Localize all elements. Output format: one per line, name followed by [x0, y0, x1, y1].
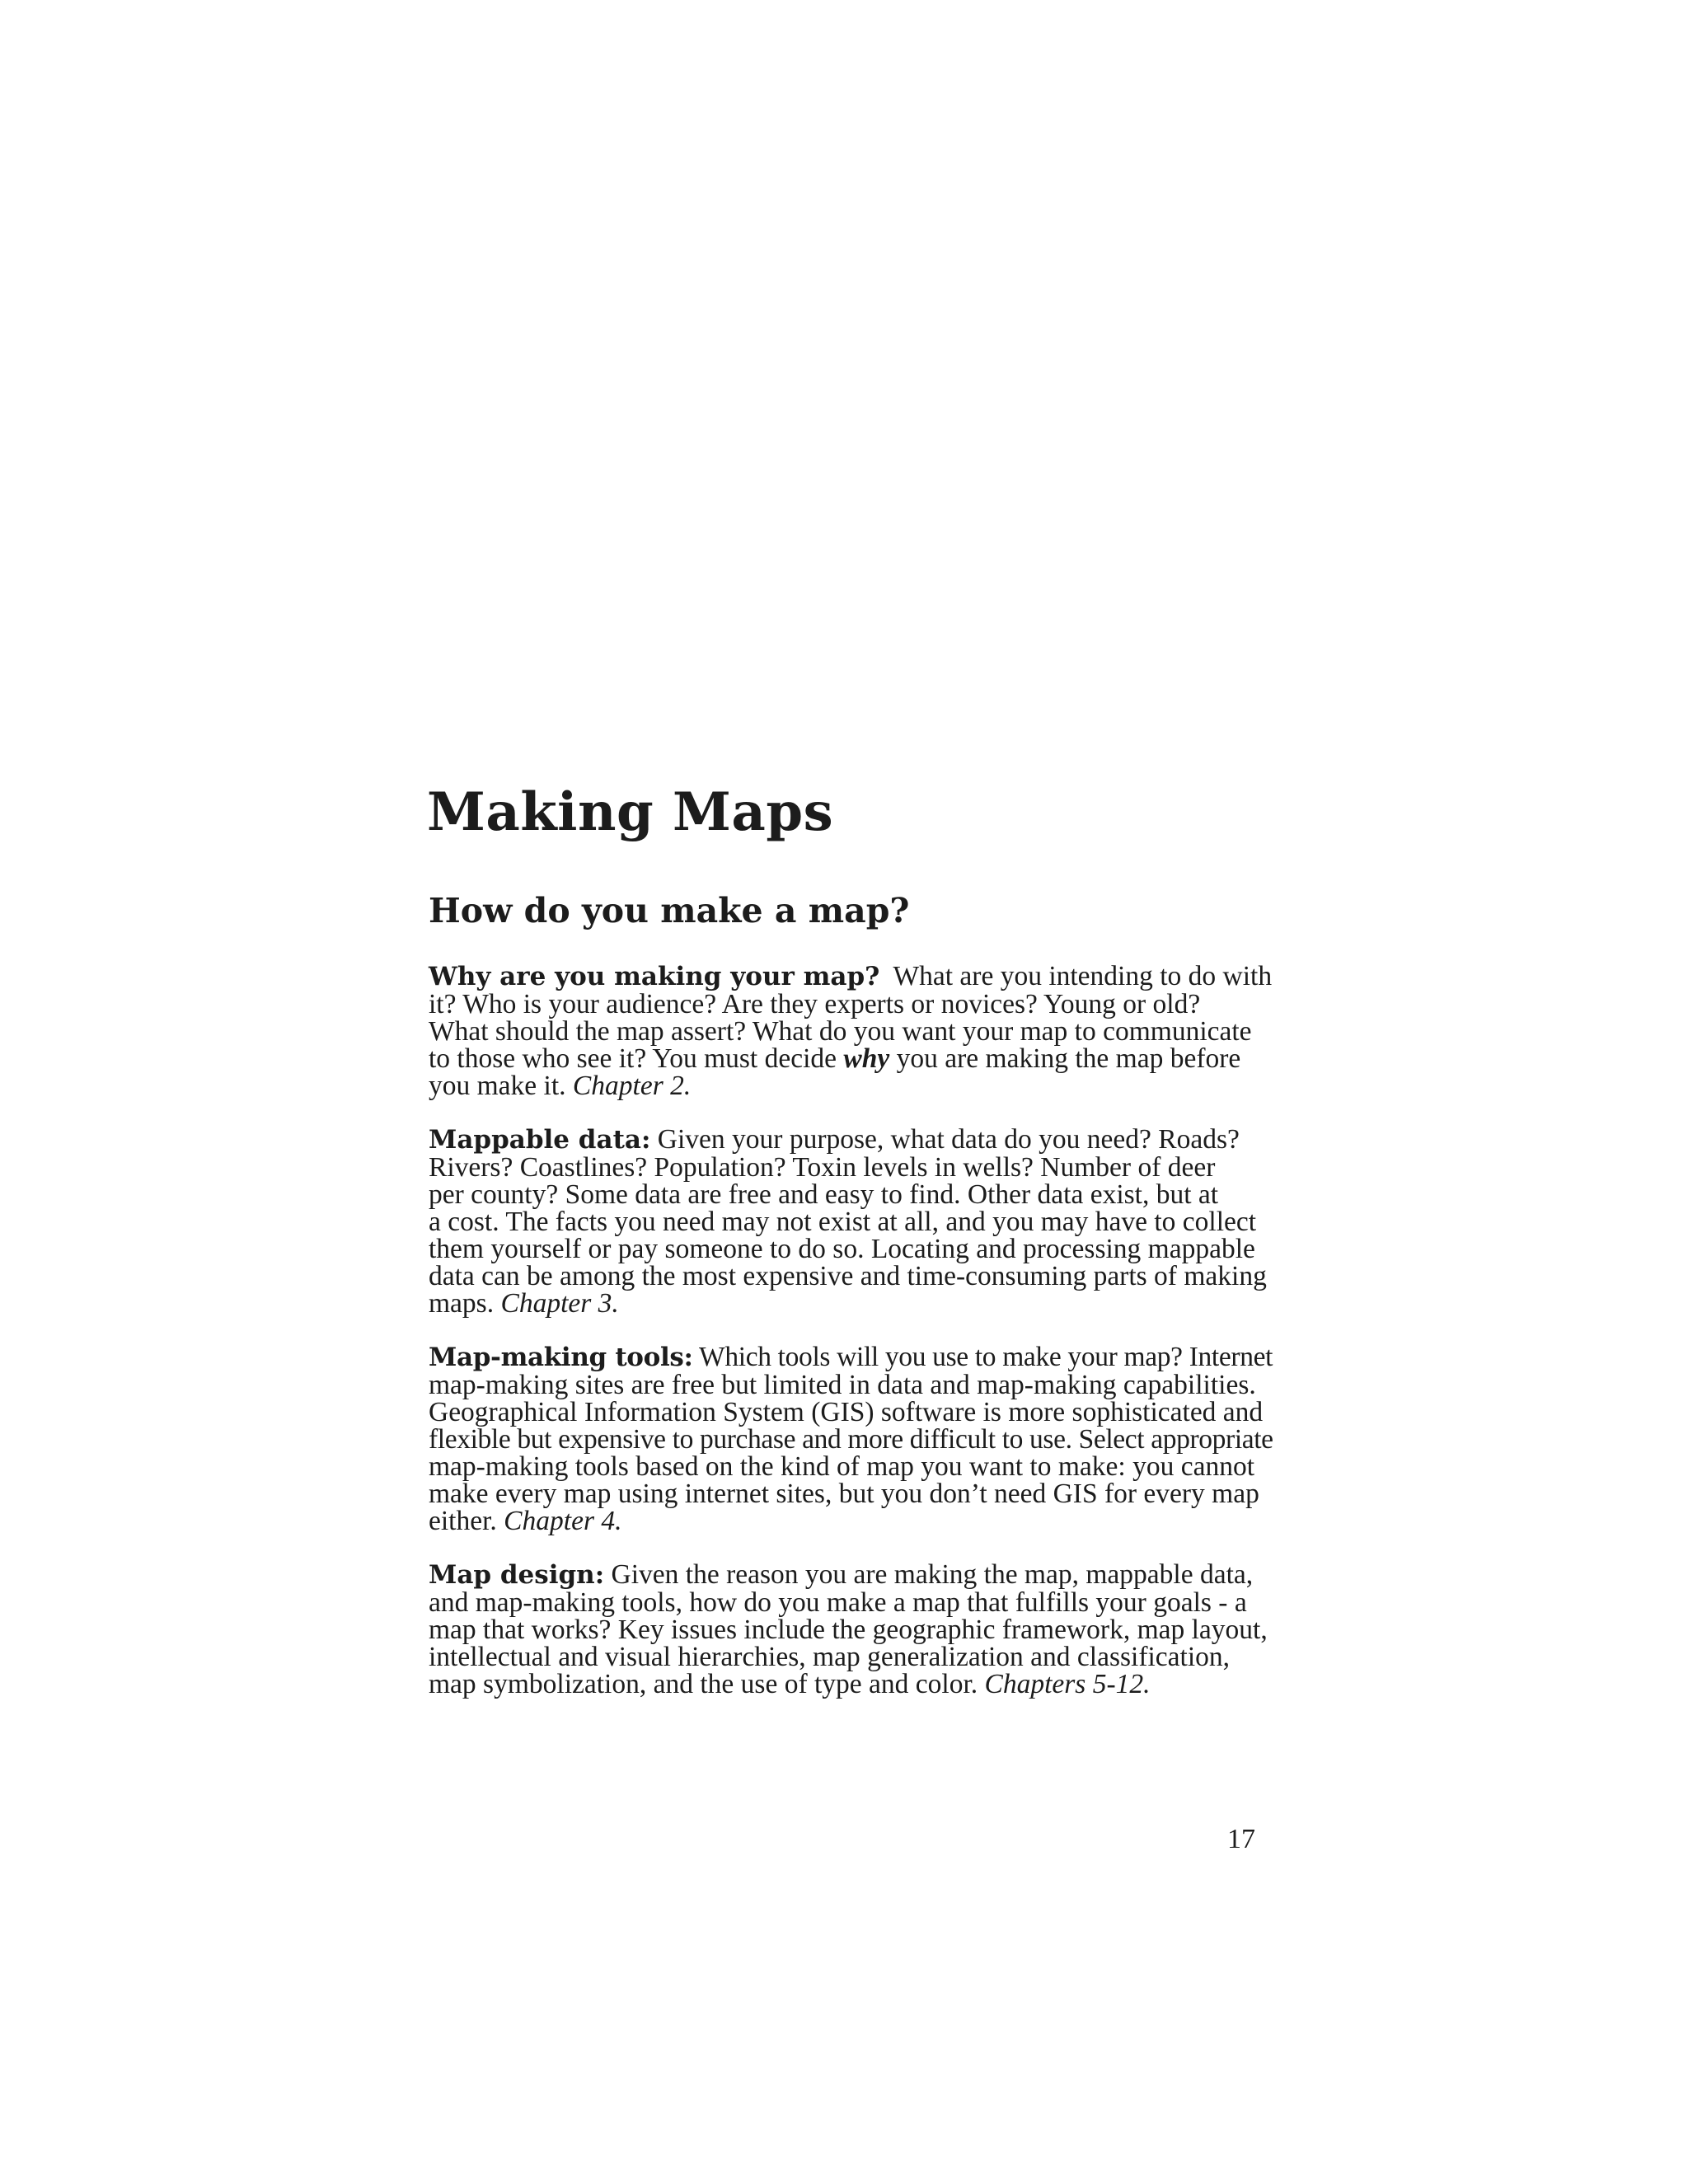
paragraph-line: flexible but expensive to purchase and more difficult to use. Select appropriate: [429, 1424, 1273, 1455]
term-label: Map design:: [429, 1560, 605, 1590]
chapter-reference: Chapter 4.: [504, 1506, 622, 1536]
paragraph-why: [429, 963, 1273, 1099]
paragraph-line: make every map using internet sites, but you don’t need GIS for every map: [429, 1479, 1259, 1509]
emphasis-word: why: [843, 1043, 890, 1074]
section-heading: How do you make a map?: [429, 891, 910, 930]
paragraph-line: What should the map assert? What do you want your map to communicate: [429, 1016, 1252, 1047]
paragraph-line: map-making tools based on the kind of map you want to make: you cannot: [429, 1451, 1255, 1482]
line-text: maps.: [429, 1288, 501, 1319]
paragraph-line: [429, 1290, 1273, 1317]
paragraph-line: data can be among the most expensive and time-consuming parts of making: [429, 1261, 1267, 1291]
paragraph-line: them yourself or pay someone to do so. Locating and processing mappable: [429, 1234, 1255, 1264]
line-text: What are you intending to do with: [893, 961, 1273, 991]
chapter-reference: Chapters 5-12.: [984, 1669, 1151, 1699]
line-text: you are making the map before: [896, 1043, 1241, 1074]
paragraph-mappable-data: [429, 1126, 1273, 1317]
term-label: Map-making tools:: [429, 1343, 693, 1372]
paragraph-line: map that works? Key issues include the geographic framework, map layout,: [429, 1615, 1268, 1645]
paragraph-line: [429, 1561, 1273, 1589]
term-label: Why are you making your map?: [429, 962, 880, 991]
paragraph-line: [429, 1507, 1273, 1535]
chapter-reference: Chapter 3.: [500, 1288, 619, 1319]
line-text: Given the reason you are making the map, mappable data,: [611, 1559, 1254, 1590]
paragraph-map-design: [429, 1561, 1273, 1698]
term-label: Mappable data:: [429, 1125, 651, 1155]
paragraph-line: [429, 1671, 1273, 1698]
line-text: to those who see it? You must decide: [429, 1043, 844, 1074]
paragraph-map-making-tools: [429, 1343, 1273, 1535]
paragraph-line: it? Who is your audience? Are they experts or novices? Young or old?: [429, 989, 1201, 1019]
paragraph-line: [429, 1343, 1273, 1371]
page-title: Making Maps: [427, 781, 834, 843]
line-text: Given your purpose, what data do you need? Roads?: [657, 1124, 1240, 1155]
paragraph-line: [429, 963, 1273, 991]
paragraph-line: Rivers? Coastlines? Population? Toxin levels in wells? Number of deer: [429, 1152, 1216, 1183]
line-text: you make it.: [429, 1071, 573, 1101]
paragraph-line: map-making sites are free but limited in data and map-making capabilities.: [429, 1370, 1256, 1400]
paragraph-line: [429, 1045, 1273, 1072]
paragraph-line: a cost. The facts you need may not exist at all, and you may have to collect: [429, 1207, 1257, 1237]
line-text: map symbolization, and the use of type and color.: [429, 1669, 985, 1699]
page-number: 17: [1227, 1824, 1255, 1854]
paragraph-line: [429, 1126, 1273, 1154]
line-text: Which tools will you use to make your map? Internet: [699, 1342, 1273, 1372]
paragraph-line: intellectual and visual hierarchies, map generalization and classification,: [429, 1642, 1231, 1672]
paragraph-line: [429, 1072, 1273, 1099]
paragraph-line: and map-making tools, how do you make a map that fulfills your goals - a: [429, 1587, 1247, 1618]
chapter-reference: Chapter 2.: [572, 1071, 692, 1101]
line-text: either.: [429, 1506, 504, 1536]
paragraph-line: per county? Some data are free and easy to find. Other data exist, but at: [429, 1179, 1219, 1210]
paragraph-line: Geographical Information System (GIS) software is more sophisticated and: [429, 1397, 1264, 1427]
